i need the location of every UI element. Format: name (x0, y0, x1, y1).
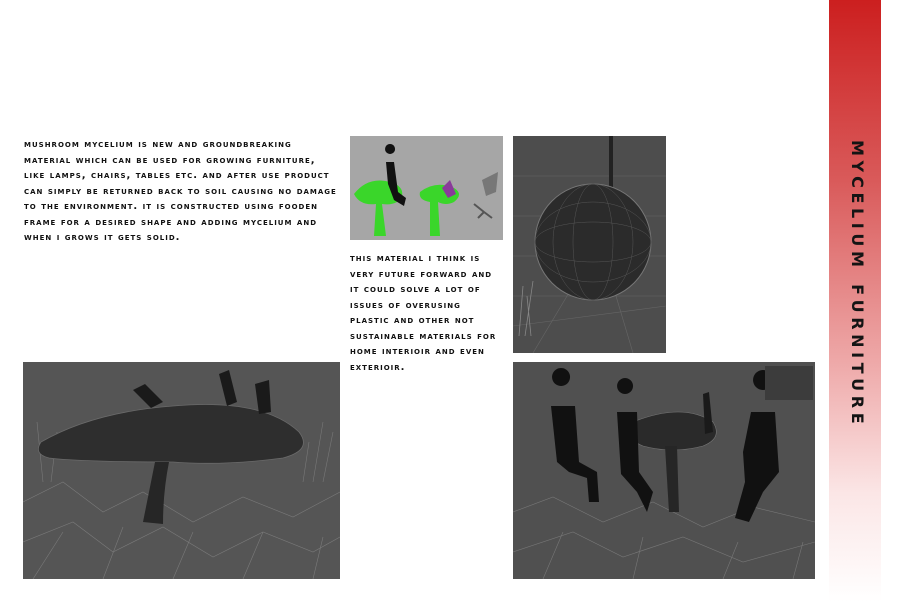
intro-paragraph: mushroom mycelium is new and groundbreaking material which can be used for growing furniture, like lamps, chairs, tables etc. and after use product can simply be returned back to soil causing no damage to the environment. it is constructed using fooden frame for a desired shape and adding mycelium and when i grows it gets solid. (24, 139, 337, 243)
mushroom-table-render (23, 362, 340, 579)
note-paragraph: this material i think is very future forward and it could solve a lot of issues of overusing plastic and other not sustainable materials for home interioir and even exterioir. (350, 253, 497, 373)
green-chair-render (350, 136, 503, 240)
people-scene-render (513, 362, 815, 579)
page-title: mycelium furniture (846, 140, 872, 429)
sphere-lamp-render (513, 136, 666, 353)
